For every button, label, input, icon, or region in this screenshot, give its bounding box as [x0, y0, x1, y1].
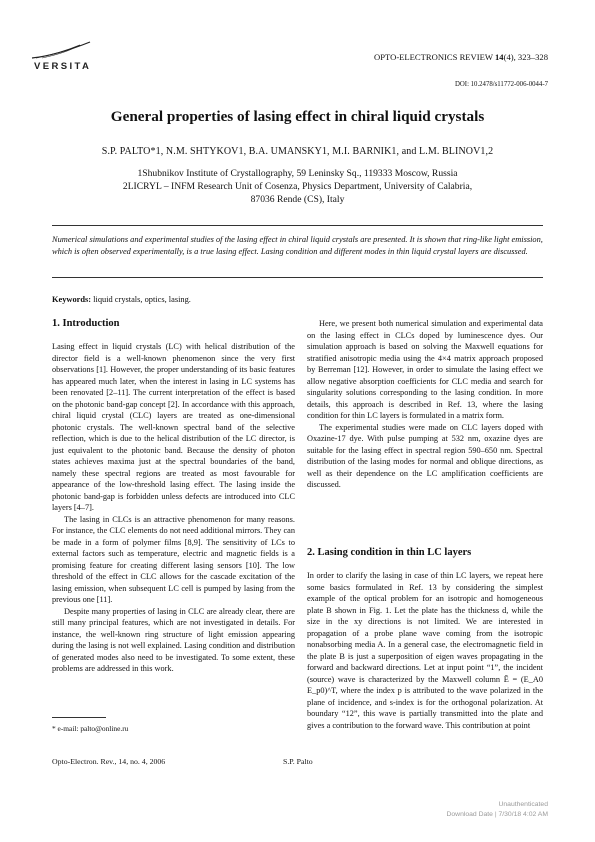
section-heading-introduction: 1. Introduction [52, 318, 120, 329]
abstract-top-rule [52, 225, 543, 226]
paragraph: Lasing effect in liquid crystals (LC) with helical distribution of the director field is a well-known phenomenon since the very first observations [1]. However, the proper understanding of its basic features has appeared much later, when the interest in lasing in LC systems has been renovated [2–11]. The current interpretation of the effect is based on the photonic band-gap concept [2]. In accordance with this approach, chiral liquid crystal (CLC) layers are treated as one-dimensional photonic crystals. The well-known spectral band of the selective reflection, which is due to the helical distribution of the LC director, is just equivalent to the photonic band. Because the density of photon states achieves maxima just at the spectral boundaries of the band, namely these spectral regions are treated as most favourable for appearance of the low-threshold lasing effect. The lasing inside the photonic band-gap is forbidden unless defects are introduced into CLC layers [4–7]. [52, 342, 295, 512]
footer-citation: Opto-Electron. Rev., 14, no. 4, 2006 [52, 757, 166, 766]
logo-wordmark: VERSITA [34, 61, 92, 72]
journal-reference [374, 52, 548, 62]
keywords-text: liquid crystals, optics, lasing. [93, 295, 191, 304]
keywords-label: Keywords: [52, 295, 92, 304]
download-stamp-line1: Unauthenticated [498, 801, 548, 808]
journal-name: OPTO-ELECTRONICS REVIEW [374, 52, 493, 62]
publisher-logo [30, 40, 140, 80]
journal-pages: (4), 323–328 [503, 52, 548, 62]
paragraph: Here, we present both numerical simulation and experimental data on the lasing effect in CLCs doped by luminescence dyes. Our simulation approach is based on solving the Maxwell equations for stratified anisotropic media using the 4×4 matrix approach proposed by Berreman [12]. However, in order to simulate the lasing effect we allow negative absorption coefficients for CLC media and search for singularity solutions corresponding to the lasing condition. In more details, this approach is described in Ref. 13, where the lasing condition for thin LC layers is formulated in a matrix form. [307, 319, 543, 420]
section-heading-lasing-condition: 2. Lasing condition in thin LC layers [307, 547, 472, 558]
affiliation-1: 1Shubnikov Institute of Crystallography, 59 Leninsky Sq., 119333 Moscow, Russia [137, 168, 458, 179]
left-column [52, 341, 295, 675]
footnote-rule [52, 717, 106, 718]
download-stamp-line2: Download Date | 7/30/18 4:02 AM [446, 811, 548, 818]
affiliation-2: 2LICRYL – INFM Research Unit of Cosenza, Physics Department, University of Calabria, [122, 181, 473, 192]
author-list: S.P. PALTO*1, N.M. SHTYKOV1, B.A. UMANSKY1, M.I. BARNIK1, and L.M. BLINOV1,2 [101, 146, 494, 157]
right-column-top [307, 318, 543, 491]
abstract: Numerical simulations and experimental studies of the lasing effect in chiral liquid crystals are presented. It is shown that ring-like light emission, which is often observed experimentally, is a true lasing effect. Lasing condition and different modes in thin liquid crystal layers are discussed. [52, 235, 543, 256]
footnote: * e-mail: palto@online.ru [52, 724, 129, 733]
paragraph: The experimental studies were made on CLC layers doped with Oxazine-17 dye. With pulse pumping at 532 nm, oxazine dyes are suitable for the lasing effect in spectral region 590–650 nm. Spectral distribution of the lasing modes for normal and oblique directions, as well as their dependence on the LC amplification coefficients are discussed. [307, 422, 543, 489]
paragraph: Despite many properties of lasing in CLC are already clear, there are still many principal features, which are not investigated in details. For instance, the well-known ring structure of light emission appearing during the lasing is not well explained. Lasing condition and distribution of generated modes also need to be investigated. To some extent, these problems are addressed in this work. [52, 606, 295, 673]
paper-title: General properties of lasing effect in chiral liquid crystals [110, 108, 485, 125]
affiliation-3: 87036 Rende (CS), Italy [250, 194, 345, 205]
paragraph: The lasing in CLCs is an attractive phenomenon for many reasons. For instance, the CLC elements do not need additional mirrors. They can be made in a form of polymer films [8,9]. The sensitivity of LCs to external factors such as temperature, electric and magnetic fields is a promising feature for creating different lasing sensors [10]. The low threshold of the effect in CLC allows for the cascade excitation of the lasing emission, when subsequent LC cell is pumped by lasing from the previous one [11]. [52, 514, 295, 604]
paragraph: In order to clarify the lasing in case of thin LC layers, we repeat here some basics formulated in Ref. 13 by considering the simplest example of the optical problem for an isotropic and homogeneous plate B shown in Fig. 1. Let the plate has the thickness d, while the size in the xy directions is not limited. We are interested in propagation of a probe plane wave coming from the isotropic nonabsorbing media A. In a general case, the electromagnetic field in the plate B is just a superposition of eigen waves propagating in the forward and backward directions. Let at input point “1”, the incident (source) wave is characterized by the Maxwell column Ē = (E_A0 E_p0)^T, where the index p is attributed to the wave polarized in the plane of incidence, and s-index is for the orthogonal polarization. At boundary “12”, this wave is partially transmitted into the plate and gives a contribution to the forward wave. This contribution at point [307, 571, 543, 730]
abstract-bottom-rule [52, 277, 543, 278]
journal-volume: 14 [495, 52, 504, 62]
right-column-bottom [307, 570, 543, 731]
footer-author: S.P. Palto [283, 757, 313, 766]
doi: DOI: 10.2478/s11772-006-0044-7 [454, 81, 548, 88]
keywords [52, 295, 191, 304]
versita-swoosh-icon [30, 40, 140, 62]
